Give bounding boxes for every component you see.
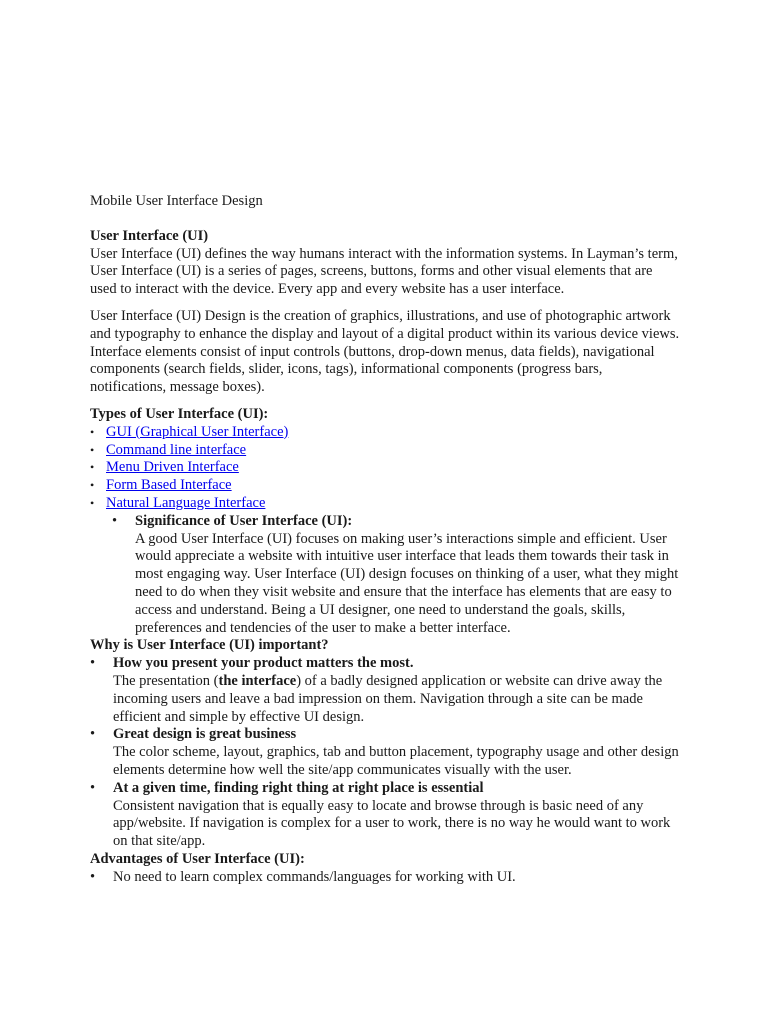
advantages-heading: Advantages of User Interface (UI): — [90, 850, 305, 867]
list-item — [90, 477, 680, 495]
document-title: Mobile User Interface Design — [90, 193, 263, 209]
why-item-text — [113, 673, 680, 726]
bullet-icon: • — [90, 424, 95, 439]
significance-text: A good User Interface (UI) focuses on making user’s interactions simple and efficient. User would appreciate a website with intuitive user interface that leads them towards their task in most engaging way. User Interface (UI) design focuses on thinking of a user, what they might need to do when they visit website and ensure that the interface has elements that are easy to access and understand. Being a UI designer, one need to understand the goals, skills, preferences and tendencies of the user to make a better interface. — [135, 530, 679, 636]
list-item — [90, 442, 680, 460]
types-heading: Types of User Interface (UI): — [90, 405, 269, 422]
bullet-icon: • — [90, 495, 95, 510]
document-body — [90, 193, 680, 886]
why-item-navigation — [90, 780, 680, 851]
bullet-icon: • — [90, 779, 96, 796]
bullet-icon: • — [90, 868, 96, 885]
why-item-heading: At a given time, finding right thing at right place is essential — [113, 779, 484, 796]
bullet-icon: • — [90, 478, 95, 493]
significance-heading: Significance of User Interface (UI): — [135, 512, 353, 529]
text-bold: the interface — [218, 672, 297, 689]
list-item — [90, 495, 680, 513]
bullet-icon: • — [112, 512, 118, 529]
list-item — [90, 459, 680, 477]
why-item-heading: How you present your product matters the most. — [113, 655, 414, 672]
advantage-item — [90, 869, 680, 887]
bullet-icon: • — [90, 442, 95, 457]
bullet-icon: • — [90, 655, 96, 672]
why-item-heading: Great design is great business — [113, 726, 297, 743]
types-list — [90, 424, 680, 513]
ui-paragraph-1: User Interface (UI) defines the way humans interact with the information systems. In Layman’s term, User Interface (UI) is a series of pages, screens, buttons, forms and other visual elements that are used to interact with the device. Every app and every website has a user interface. — [90, 245, 678, 298]
why-item-design — [90, 726, 680, 779]
bullet-icon: • — [90, 460, 95, 475]
link-menu-driven[interactable]: Menu Driven Interface — [106, 459, 239, 476]
text-span: The presentation ( — [113, 672, 219, 689]
why-heading: Why is User Interface (UI) important? — [90, 637, 329, 654]
link-command-line[interactable]: Command line interface — [106, 441, 247, 458]
why-item-presentation — [90, 655, 680, 726]
ui-paragraph-2: User Interface (UI) Design is the creation of graphics, illustrations, and use of photographic artwork and typography to enhance the display and layout of a digital product within its various device views. Interface elements consist of input controls (buttons, drop-down menus, data fields), navigational components (search fields, slider, icons, tags), informational components (progress bars, notifications, message boxes). — [90, 307, 680, 396]
link-form-based[interactable]: Form Based Interface — [106, 477, 232, 494]
significance-section — [90, 513, 680, 638]
bullet-icon: • — [90, 726, 96, 743]
advantage-text: No need to learn complex commands/languages for working with UI. — [113, 868, 516, 885]
link-gui[interactable]: GUI (Graphical User Interface) — [106, 423, 289, 440]
why-item-text: The color scheme, layout, graphics, tab and button placement, typography usage and other design elements determine how well the site/app communicates visually with the user. — [113, 744, 679, 778]
text-span: ) of a badly designed application or website can drive away the incoming users and leave a bad impression on them. Navigation through a site can be made efficient and simple by effective UI design. — [113, 672, 663, 725]
ui-heading: User Interface (UI) — [90, 227, 209, 244]
list-item — [90, 424, 680, 442]
why-item-text: Consistent navigation that is equally easy to locate and browse through is basic need of any app/website. If navigation is complex for a user to work, there is no way he would want to work on that site/app. — [113, 797, 671, 850]
link-natural-language[interactable]: Natural Language Interface — [106, 494, 266, 511]
